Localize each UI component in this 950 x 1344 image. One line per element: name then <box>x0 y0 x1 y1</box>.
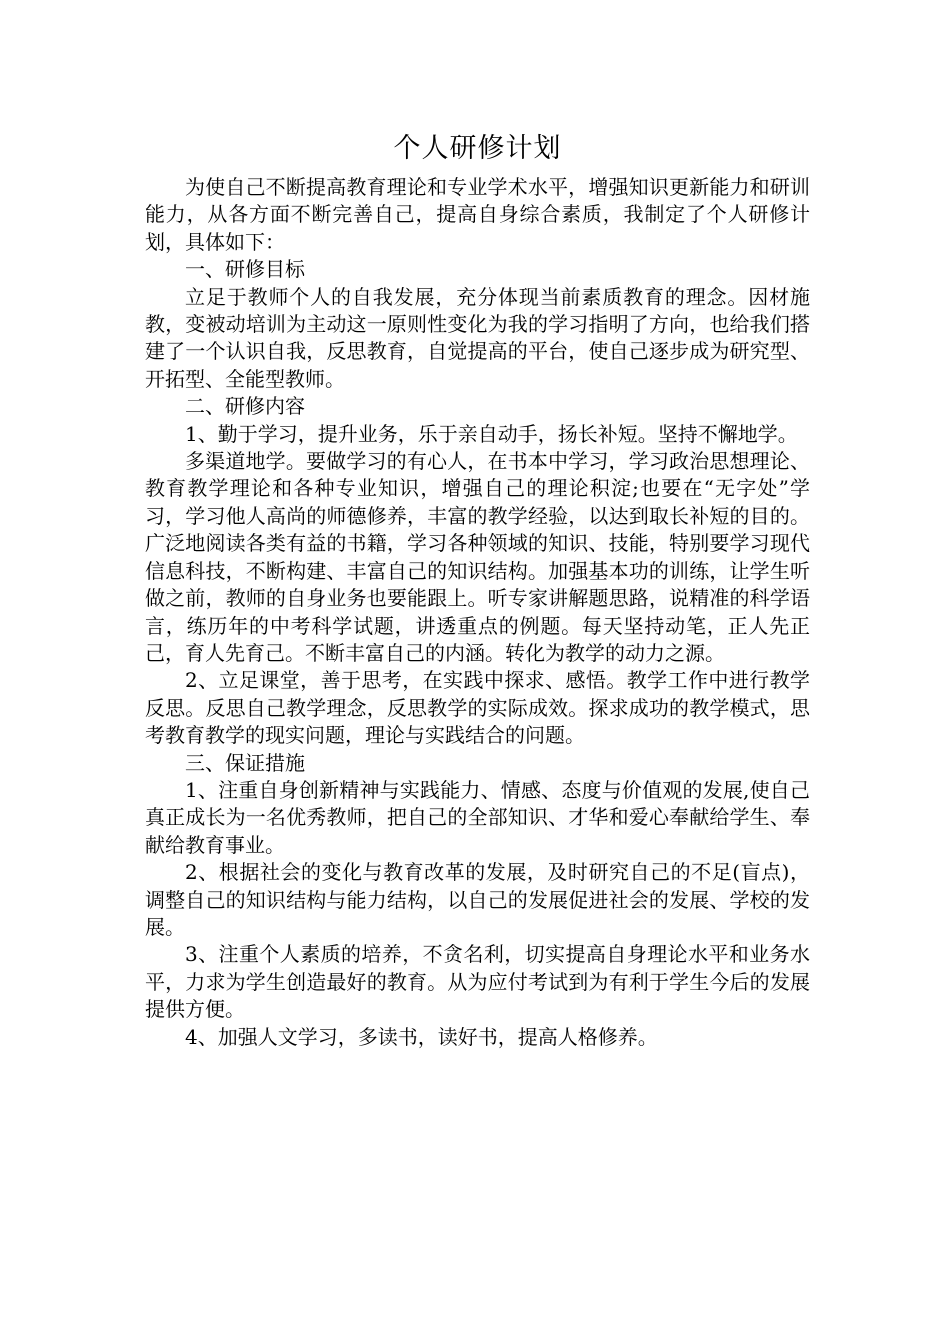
section-heading-content: 二、研修内容 <box>185 394 305 419</box>
document-title: 个人研修计划 <box>393 133 562 164</box>
measure-item-4: 4、加强人文学习，多读书，读好书，提高人格修养。 <box>185 1024 658 1049</box>
section-heading-measures: 三、保证措施 <box>185 750 305 775</box>
content-item-1-detail: 多渠道地学。要做学习的有心人，在书本中学习，学习政治思想理论、教育教学理论和各种专业知识，增强自己的理论积淀;也要在“无字处”学习，学习他人高尚的师德修养，丰富的教学经验，以达到取长补短的目的。广泛地阅读各类有益的书籍，学习各种领域的知识、技能，特别要学习现代信息科技，不断构建、丰富自己的知识结构。加强基本功的训练，让学生听做之前，教师的自身业务也要能跟上。听专家讲解题思路，说精准的科学语言，练历年的中考科学试题，讲透重点的例题。每天坚持动笔，正人先正己，育人先育己。不断丰富自己的内涵。转化为教学的动力之源。 <box>145 449 810 665</box>
content-item-2: 2、立足课堂，善于思考，在实践中探求、感悟。教学工作中进行教学反思。反思自己教学理念，反思教学的实际成效。探求成功的教学模式，思考教育教学的现实问题，理论与实践结合的问题。 <box>145 668 810 748</box>
measure-item-1: 1、注重自身创新精神与实践能力、情感、态度与价值观的发展,使自己真正成长为一名优秀教师，把自己的全部知识、才华和爱心奉献给学生、奉献给教育事业。 <box>145 777 810 857</box>
section-heading-goals: 一、研修目标 <box>185 257 305 282</box>
document-page <box>145 128 810 1051</box>
intro-paragraph: 为使自己不断提高教育理论和专业学术水平，增强知识更新能力和研训能力，从各方面不断完善自己，提高自身综合素质，我制定了个人研修计划，具体如下： <box>145 175 810 254</box>
measure-item-2: 2、根据社会的变化与教育改革的发展，及时研究自己的不足(盲点)，调整自己的知识结构与能力结构，以自己的发展促进社会的发展、学校的发展。 <box>145 860 810 939</box>
content-item-1: 1、勤于学习，提升业务，乐于亲自动手，扬长补短。坚持不懈地学。 <box>185 421 798 446</box>
measure-item-3: 3、注重个人素质的培养，不贪名利，切实提高自身理论水平和业务水平，力求为学生创造最好的教育。从为应付考试到为有利于学生今后的发展提供方便。 <box>145 942 810 1022</box>
goals-paragraph: 立足于教师个人的自我发展，充分体现当前素质教育的理念。因材施教，变被动培训为主动这一原则性变化为我的学习指明了方向，也给我们搭建了一个认识自我，反思教育，自觉提高的平台，使自己逐步成为研究型、开拓型、全能型教师。 <box>145 284 810 391</box>
